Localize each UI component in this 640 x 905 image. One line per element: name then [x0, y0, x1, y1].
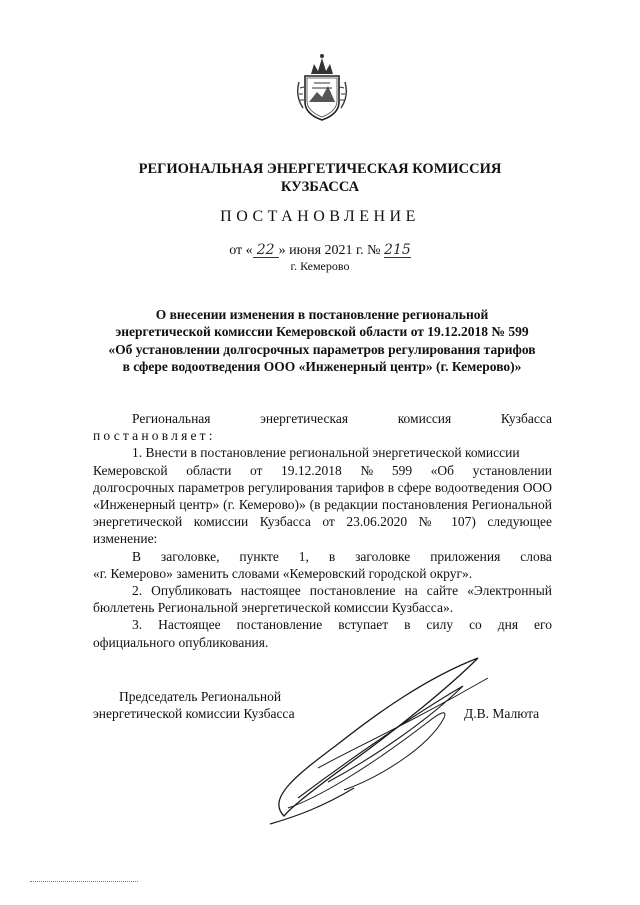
paragraph-1-line-1: 1. Внести в постановление региональной энергетической комиссии	[132, 445, 520, 461]
p1-word: №	[360, 462, 374, 478]
p1-word: 19.12.2018	[281, 462, 342, 478]
paragraph-4-line-2: официального опубликования.	[93, 634, 269, 650]
intro-word: Кузбасса	[500, 411, 552, 426]
p4-word: постановление	[236, 617, 323, 633]
p4-word: силу	[426, 617, 454, 633]
p4-word: 3.	[132, 617, 143, 633]
signatory-position-line: энергетической комиссии Кузбасса	[93, 706, 295, 722]
organization-name-line: РЕГИОНАЛЬНАЯ ЭНЕРГЕТИЧЕСКАЯ КОМИССИЯ	[138, 161, 502, 177]
p2-word: В	[132, 548, 142, 564]
p4-word: вступает	[338, 617, 389, 633]
handwritten-day: 22	[253, 243, 279, 258]
paragraph-2-line-2: «г. Кемерово» заменить словами «Кемеровский городской округ».	[93, 565, 473, 581]
paragraph-2-line-1	[93, 548, 552, 565]
handwritten-document-number: 215	[384, 242, 411, 258]
p1-word: Кемеровской	[93, 462, 168, 478]
intro-word: энергетическая	[260, 411, 349, 426]
handwritten-signature	[258, 648, 498, 828]
p1-word: от	[249, 462, 263, 478]
p2-word: пункте	[239, 548, 279, 564]
intro-line	[93, 410, 552, 427]
p1-word: 599	[391, 462, 413, 478]
issue-city: г. Кемерово	[290, 259, 350, 273]
footer-dotted-line	[30, 881, 138, 884]
signatory-position-line: Председатель Региональной	[119, 689, 282, 704]
date-middle: » июня 2021 г. №	[278, 243, 381, 258]
date-prefix: от «	[229, 243, 253, 258]
p4-word: Настоящее	[158, 617, 221, 633]
p4-word: в	[404, 617, 411, 633]
p2-word: заголовке,	[160, 548, 220, 564]
coat-of-arms-emblem	[295, 52, 349, 122]
p1-word: области	[186, 462, 232, 478]
paragraph-1-line-2	[93, 462, 552, 479]
organization-name-line: КУЗБАССА	[280, 179, 360, 195]
p1-word: установлении	[472, 462, 552, 478]
paragraph-4-line-1	[93, 616, 552, 633]
paragraph-3: 2. Опубликовать настоящее постановление на сайте «Электронный бюллетень Региональной энергетической комиссии Кузбасса».	[93, 583, 552, 616]
p4-word: дня	[497, 617, 519, 633]
organization-name	[60, 160, 580, 196]
document-type: ПОСТАНОВЛЕНИЕ	[220, 208, 420, 225]
intro-verb: постановляет:	[93, 428, 216, 444]
document-heading	[92, 306, 552, 376]
document-body	[93, 410, 552, 651]
p2-word: приложения	[430, 548, 501, 564]
p2-word: заголовке	[355, 548, 411, 564]
p1-word: «Об	[430, 462, 455, 478]
signatory-name: Д.В. Малюта	[464, 706, 540, 721]
p2-word: слова	[520, 548, 552, 564]
paragraph-1-rest: долгосрочных параметров регулирования тарифов в сфере водоотведения ООО «Инженерный центр» (г. Кемерово)» (в редакции постановления Региональной энергетической комиссии Кузбасса от 23.06.2020 № 107) следующее изменение:	[93, 479, 552, 547]
p2-word: в	[328, 548, 336, 564]
heading-line: «Об установлении долгосрочных параметров регулирования тарифов	[108, 341, 536, 357]
p4-word: со	[469, 617, 482, 633]
heading-line: энергетической комиссии Кемеровской области от 19.12.2018 № 599	[115, 324, 529, 340]
date-and-number-line	[60, 242, 580, 260]
p4-word: его	[534, 617, 552, 633]
heading-line: О внесении изменения в постановление региональной	[155, 307, 489, 322]
intro-word: комиссия	[397, 411, 452, 426]
intro-word: Региональная	[132, 411, 211, 426]
p2-word: 1,	[298, 548, 309, 564]
heading-line: в сфере водоотведения ООО «Инженерный центр» (г. Кемерово)»	[122, 359, 522, 375]
